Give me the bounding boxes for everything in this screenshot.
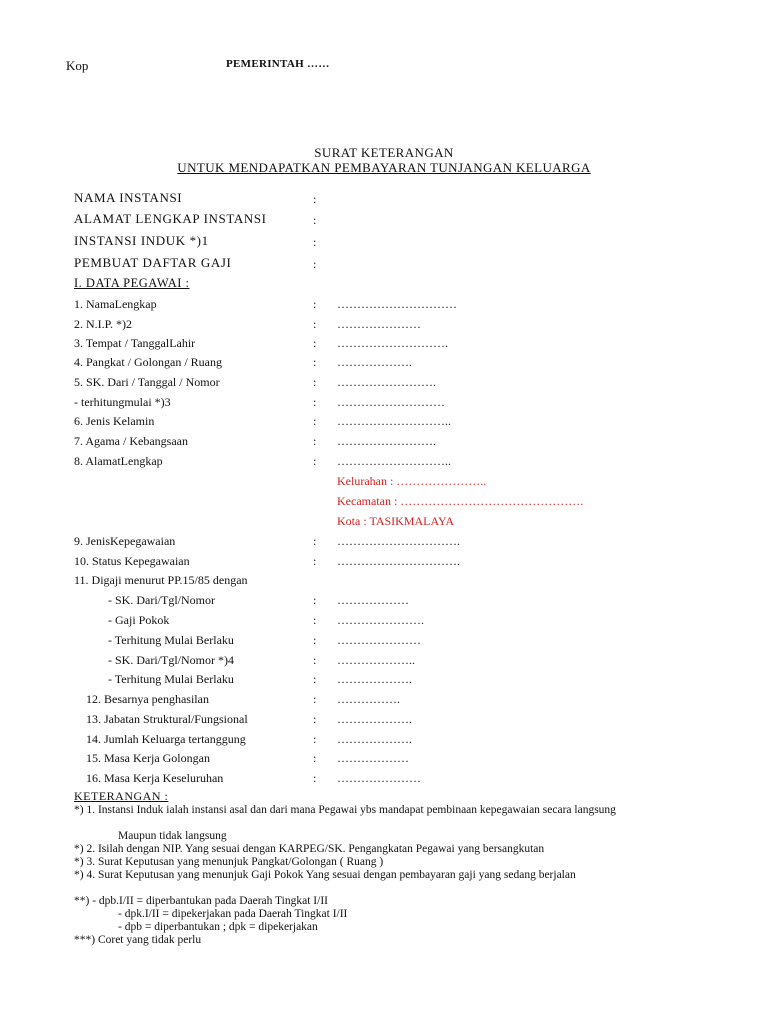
field-label: 1. NamaLengkap bbox=[74, 297, 157, 311]
data-pegawai-heading: I. DATA PEGAWAI : bbox=[74, 276, 190, 290]
instansi-label: INSTANSI INDUK *)1 bbox=[74, 233, 209, 248]
colon: : bbox=[313, 213, 317, 227]
pemerintah-label: PEMERINTAH …… bbox=[226, 58, 330, 70]
kecamatan-line: Kecamatan : ………………………………………. bbox=[337, 494, 584, 508]
instansi-label: ALAMAT LENGKAP INSTANSI bbox=[74, 211, 267, 226]
field-label: 5. SK. Dari / Tanggal / Nomor bbox=[74, 375, 220, 389]
keterangan-heading: KETERANGAN : bbox=[74, 789, 169, 803]
field-blank[interactable]: ………………. bbox=[337, 712, 412, 726]
document-subtitle: UNTUK MENDAPATKAN PEMBAYARAN TUNJANGAN KELUARGA bbox=[177, 160, 591, 175]
colon: : bbox=[313, 771, 317, 785]
field-label: - Terhitung Mulai Berlaku bbox=[108, 633, 234, 647]
field-label: 7. Agama / Kebangsaan bbox=[74, 434, 188, 448]
field-blank[interactable]: …………………. bbox=[337, 613, 424, 627]
field-label: - SK. Dari/Tgl/Nomor bbox=[108, 593, 215, 607]
colon: : bbox=[313, 317, 317, 331]
colon: : bbox=[313, 336, 317, 350]
note-dpk: - dpk.I/II = dipekerjakan pada Daerah Tingkat I/II bbox=[118, 908, 348, 920]
field-blank[interactable]: ……………. bbox=[337, 692, 400, 706]
colon: : bbox=[313, 454, 317, 468]
colon: : bbox=[313, 395, 317, 409]
field-label: - Gaji Pokok bbox=[108, 613, 170, 627]
note-2: *) 2. Isilah dengan NIP. Yang sesuai dengan KARPEG/SK. Pengangkatan Pegawai yang bersangkutan bbox=[74, 843, 545, 855]
colon: : bbox=[313, 593, 317, 607]
field-blank[interactable]: ……………….. bbox=[337, 653, 415, 667]
note-4: *) 4. Surat Keputusan yang menunjuk Gaji Pokok Yang sesuai dengan pembayaran gaji yang sedang berjalan bbox=[74, 869, 576, 881]
note-dpb-dpk: - dpb = diperbantukan ; dpk = dipekerjakan bbox=[118, 921, 318, 933]
colon: : bbox=[313, 613, 317, 627]
colon: : bbox=[313, 434, 317, 448]
colon: : bbox=[313, 653, 317, 667]
field-blank[interactable]: ……………………….. bbox=[337, 414, 451, 428]
colon: : bbox=[313, 633, 317, 647]
field-label: 15. Masa Kerja Golongan bbox=[86, 751, 210, 765]
field-blank[interactable]: ………………… bbox=[337, 317, 421, 331]
field-label: 8. AlamatLengkap bbox=[74, 454, 163, 468]
colon: : bbox=[313, 732, 317, 746]
colon: : bbox=[313, 692, 317, 706]
field-blank[interactable]: ……………… bbox=[337, 593, 409, 607]
field-blank[interactable]: ……………………. bbox=[337, 434, 436, 448]
field-blank[interactable]: ……………………. bbox=[337, 375, 436, 389]
colon: : bbox=[313, 355, 317, 369]
field-label: 14. Jumlah Keluarga tertanggung bbox=[86, 732, 246, 746]
instansi-label: PEMBUAT DAFTAR GAJI bbox=[74, 255, 232, 270]
field-blank[interactable]: …………………………. bbox=[337, 534, 460, 548]
kelurahan-line: Kelurahan : ………………….. bbox=[337, 474, 487, 488]
colon: : bbox=[313, 751, 317, 765]
field-label: 13. Jabatan Struktural/Fungsional bbox=[86, 712, 248, 726]
note-coret: ***) Coret yang tidak perlu bbox=[74, 934, 202, 946]
field-label: 3. Tempat / TanggalLahir bbox=[74, 336, 196, 350]
field-label: - terhitungmulai *)3 bbox=[74, 395, 171, 409]
colon: : bbox=[313, 192, 317, 206]
note-dpb: **) - dpb.I/II = diperbantukan pada Daerah Tingkat I/II bbox=[74, 895, 328, 907]
field-label: 10. Status Kepegawaian bbox=[74, 554, 190, 568]
field-blank[interactable]: ………………. bbox=[337, 732, 412, 746]
field-blank[interactable]: ………………. bbox=[337, 355, 412, 369]
kop-label: Kop bbox=[66, 58, 89, 73]
colon: : bbox=[313, 257, 317, 271]
field-blank[interactable]: ………………… bbox=[337, 771, 421, 785]
colon: : bbox=[313, 297, 317, 311]
colon: : bbox=[313, 672, 317, 686]
field-blank[interactable]: ……………………… bbox=[337, 395, 445, 409]
colon: : bbox=[313, 414, 317, 428]
document-title: SURAT KETERANGAN bbox=[314, 145, 454, 160]
field-blank[interactable]: ………………………. bbox=[337, 336, 448, 350]
note-1-cont: Maupun tidak langsung bbox=[118, 830, 227, 842]
colon: : bbox=[313, 712, 317, 726]
field-blank[interactable]: …………………………. bbox=[337, 554, 460, 568]
digaji-label: 11. Digaji menurut PP.15/85 dengan bbox=[74, 573, 248, 587]
field-blank[interactable]: ………………… bbox=[337, 633, 421, 647]
field-label: 6. Jenis Kelamin bbox=[74, 414, 155, 428]
note-1: *) 1. Instansi Induk ialah instansi asal dan dari mana Pegawai ybs mandapat pembinaan kepegawaian secara langsung bbox=[74, 804, 616, 816]
colon: : bbox=[313, 554, 317, 568]
colon: : bbox=[313, 235, 317, 249]
field-blank[interactable]: ……………………….. bbox=[337, 454, 451, 468]
field-label: 16. Masa Kerja Keseluruhan bbox=[86, 771, 224, 785]
field-label: 4. Pangkat / Golongan / Ruang bbox=[74, 355, 222, 369]
field-label: - SK. Dari/Tgl/Nomor *)4 bbox=[108, 653, 234, 667]
field-blank[interactable]: ………………………… bbox=[337, 297, 457, 311]
note-3: *) 3. Surat Keputusan yang menunjuk Pangkat/Golongan ( Ruang ) bbox=[74, 856, 384, 868]
field-label: - Terhitung Mulai Berlaku bbox=[108, 672, 234, 686]
kota-line: Kota : TASIKMALAYA bbox=[337, 514, 455, 528]
field-blank[interactable]: ……………… bbox=[337, 751, 409, 765]
field-label: 9. JenisKepegawaian bbox=[74, 534, 176, 548]
field-blank[interactable]: ………………. bbox=[337, 672, 412, 686]
field-label: 12. Besarnya penghasilan bbox=[86, 692, 209, 706]
field-label: 2. N.I.P. *)2 bbox=[74, 317, 133, 331]
colon: : bbox=[313, 534, 317, 548]
colon: : bbox=[313, 375, 317, 389]
instansi-label: NAMA INSTANSI bbox=[74, 190, 183, 205]
